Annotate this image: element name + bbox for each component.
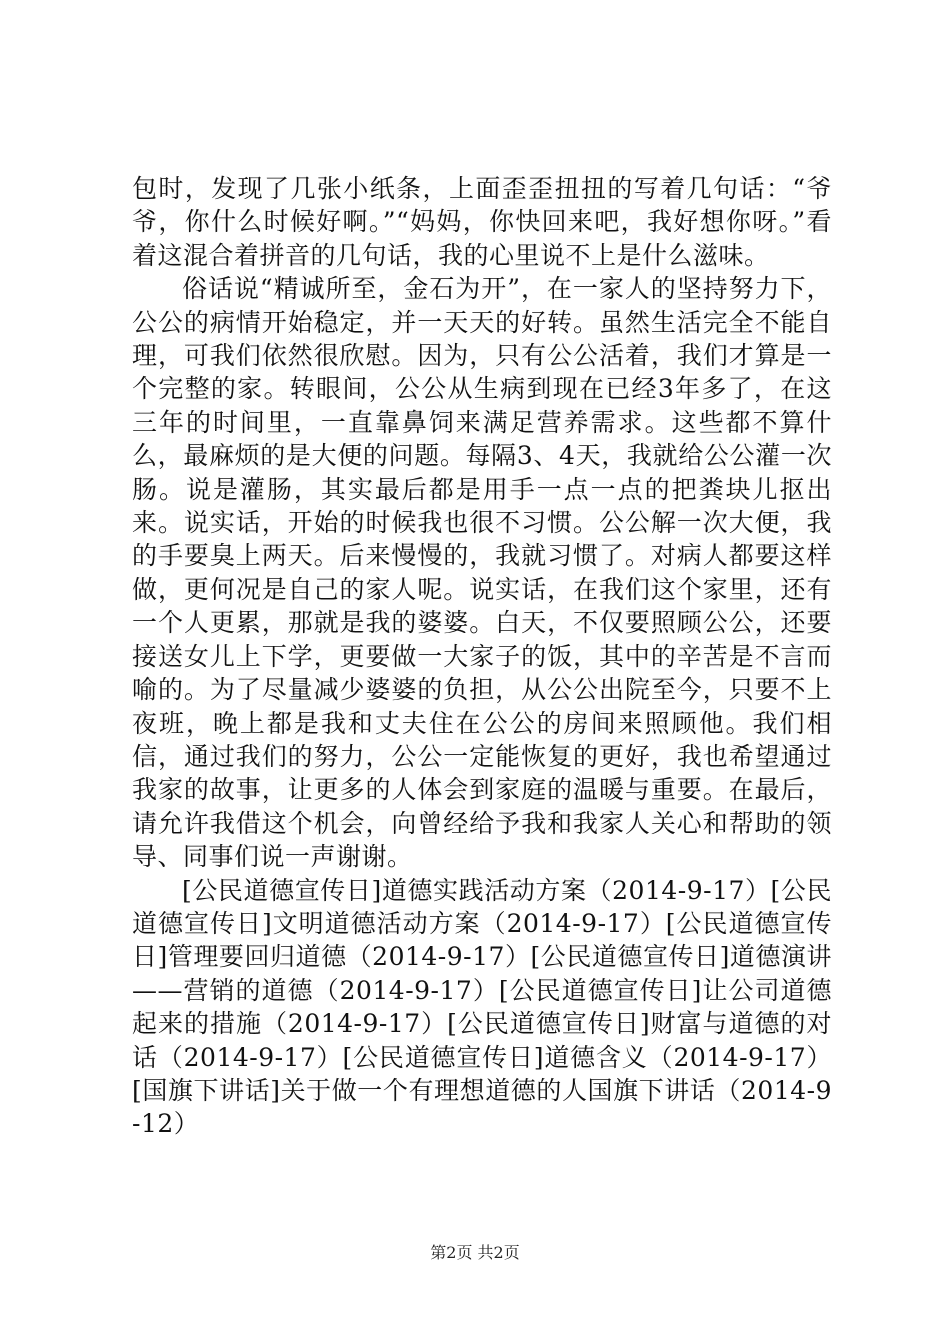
page-footer: 第2页 共2页 xyxy=(430,1243,520,1262)
document-body xyxy=(132,172,832,1141)
paragraph-related-articles: [公民道德宣传日]道德实践活动方案（2014-9-17）[公民道德宣传日]文明道德活动方案（2014-9-17）[公民道德宣传日]管理要回归道德（2014-9-17）[公民道德宣传日]道德演讲——营销的道德（2014-9-17）[公民道德宣传日]让公司道德起来的措施（2014-9-17）[公民道德宣传日]财富与道德的对话（2014-9-17）[公民道德宣传日]道德含义（2014-9-17）[国旗下讲话]关于做一个有理想道德的人国旗下讲话（2014-9-12） xyxy=(132,875,832,1139)
paragraph-continuation: 包时，发现了几张小纸条，上面歪歪扭扭的写着几句话：“爷爷，你什么时候好啊。”“妈妈，你快回来吧，我好想你呀。”看着这混合着拼音的几句话，我的心里说不上是什么滋味。 xyxy=(132,174,832,270)
paragraph-main-story: 俗话说“精诚所至，金石为开”，在一家人的坚持努力下，公公的病情开始稳定，并一天天的好转。虽然生活完全不能自理，可我们依然很欣慰。因为，只有公公活着，我们才算是一个完整的家。转眼间，公公从生病到现在已经3年多了，在这三年的时间里，一直靠鼻饲来满足营养需求。这些都不算什么，最麻烦的是大便的问题。每隔3、4天，我就给公公灌一次肠。说是灌肠，其实最后都是用手一点一点的把粪块儿抠出来。说实话，开始的时候我也很不习惯。公公解一次大便，我的手要臭上两天。后来慢慢的，我就习惯了。对病人都要这样做，更何况是自己的家人呢。说实话，在我们这个家里，还有一个人更累，那就是我的婆婆。白天，不仅要照顾公公，还要接送女儿上下学，更要做一大家子的饭，其中的辛苦是不言而喻的。为了尽量减少婆婆的负担，从公公出院至今，只要不上夜班，晚上都是我和丈夫住在公公的房间来照顾他。我们相信，通过我们的努力，公公一定能恢复的更好，我也希望通过我家的故事，让更多的人体会到家庭的温暖与重要。在最后，请允许我借这个机会，向曾经给予我和我家人关心和帮助的领导、同事们说一声谢谢。 xyxy=(132,274,832,872)
